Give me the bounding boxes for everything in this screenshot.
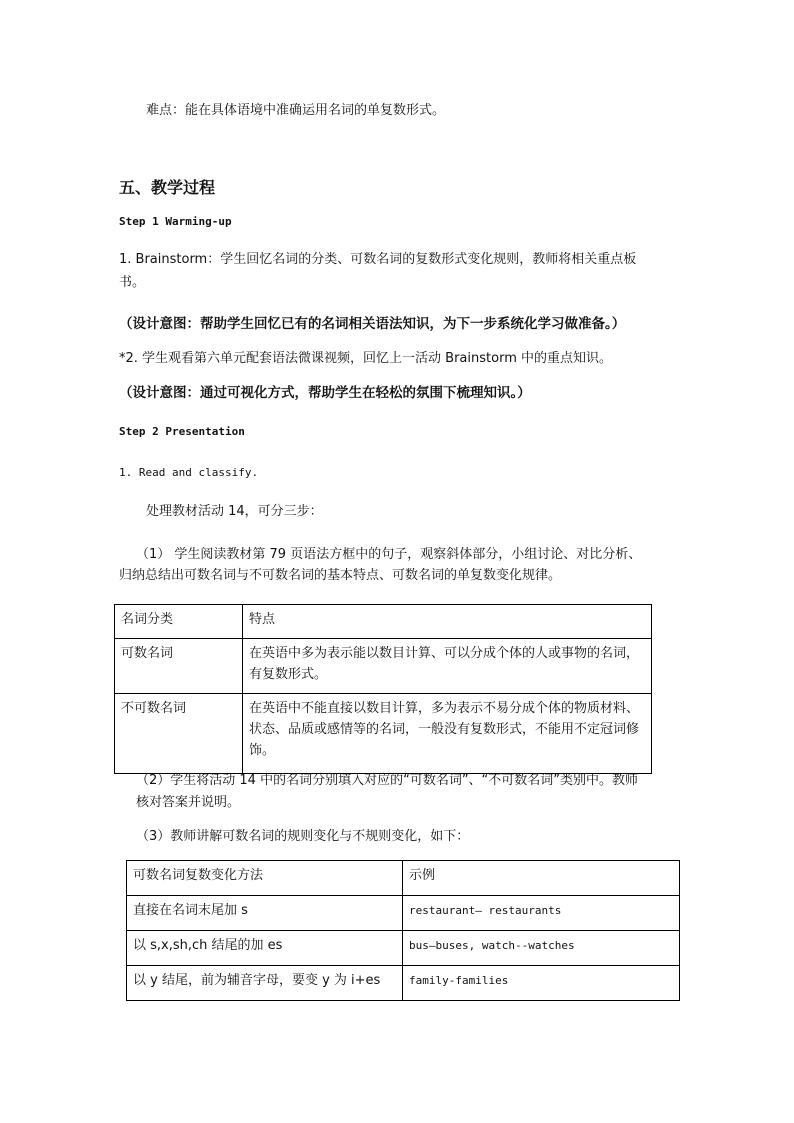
step1-title: Step 1 Warming-up [119,215,232,228]
table-header-cell: 特点 [243,605,652,639]
table-row [115,694,652,774]
table-cell: 在英语中不能直接以数目计算，多为表示不易分成个体的物质材料、状态、品质或感情等的名词，一般没有复数形式，不能用不定冠词修饰。 [243,694,652,774]
table-cell: 可数名词 [115,639,243,694]
step2-intro: 处理教材活动 14，可分三步： [146,504,323,519]
table-cell: 以 s,x,sh,ch 结尾的加 es [127,931,403,966]
step2-sub3: （3）教师讲解可数名词的规则变化与不规则变化，如下： [136,829,470,844]
table-header-cell: 名词分类 [115,605,243,639]
step2-sub1-line1: （1） 学生阅读教材第 79 页语法方框中的句子，观察斜体部分，小组讨论、对比分析、 [136,547,642,562]
step2-item1: 1. Read and classify. [119,466,259,479]
table-header-row [115,605,652,639]
table-cell: 以 y 结尾，前为辅音字母，要变 y 为 i+es [127,966,403,1001]
section-title: 五、教学过程 [119,178,216,197]
table-header-cell: 可数名词复数变化方法 [127,861,403,896]
table-row [127,896,680,931]
step2-sub2-line1: （2）学生将活动 14 中的名词分别填入对应的“可数名词”、“不可数名词”类别中。教师 [136,773,639,788]
table-cell: restaurant— restaurants [403,896,680,931]
table-row [127,931,680,966]
table-cell: 直接在名词末尾加 s [127,896,403,931]
step2-sub2-line2: 核对答案并说明。 [136,795,241,810]
design-note-1: （设计意图：帮助学生回忆已有的名词相关语法知识，为下一步系统化学习做准备。） [119,316,626,332]
table-cell: family-families [403,966,680,1001]
step1-item2: *2. 学生观看第六单元配套语法微课视频，回忆上一活动 Brainstorm 中的重点知识。 [119,351,612,366]
step1-item1-line1: 1. Brainstorm：学生回忆名词的分类、可数名词的复数形式变化规则，教师将相关重点板 [119,252,637,267]
design-note-2: （设计意图：通过可视化方式，帮助学生在轻松的氛围下梳理知识。） [119,385,531,401]
table-cell: 在英语中多为表示能以数目计算、可以分成个体的人或事物的名词，有复数形式。 [243,639,652,694]
noun-classification-table [114,604,652,774]
plural-rules-table [126,860,680,1001]
table-row [127,966,680,1001]
table-cell: 不可数名词 [115,694,243,774]
step1-item1-line2: 书。 [119,275,146,290]
table-header-cell: 示例 [403,861,680,896]
table-row [115,639,652,694]
table-header-row [127,861,680,896]
step2-title: Step 2 Presentation [119,425,245,438]
table-cell: bus—buses, watch--watches [403,931,680,966]
difficulty-text: 难点：能在具体语境中准确运用名词的单复数形式。 [146,103,446,118]
step2-sub1-line2: 归纳总结出可数名词与不可数名词的基本特点、可数名词的单复数变化规律。 [119,568,562,583]
